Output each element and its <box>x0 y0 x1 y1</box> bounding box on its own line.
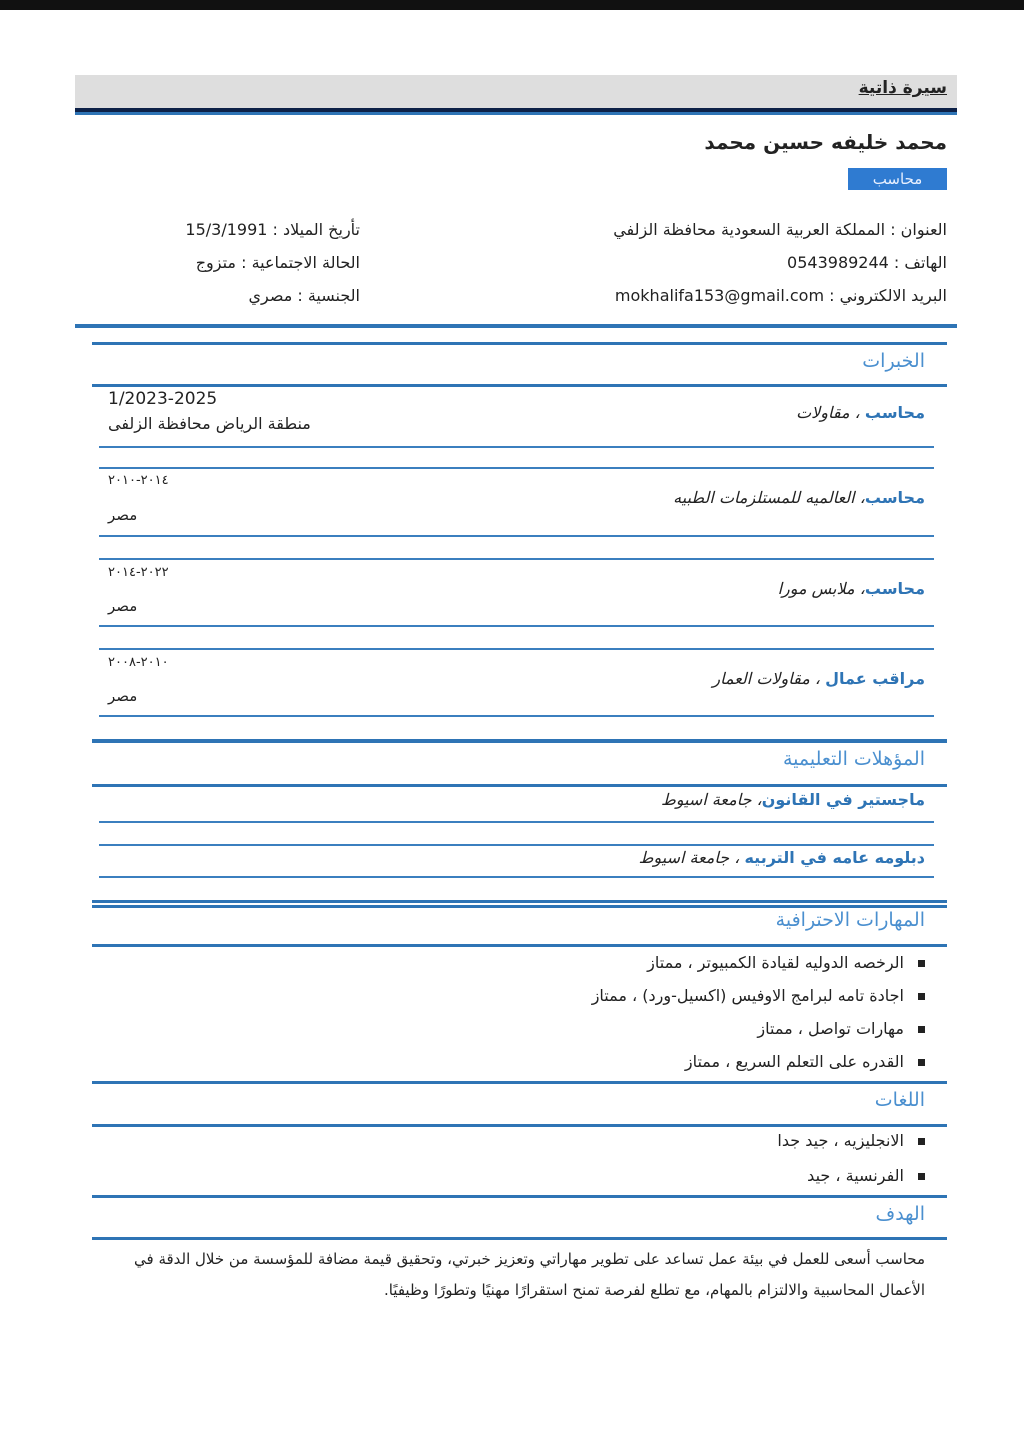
skill-item <box>647 953 925 972</box>
job-role: مراقب عمال <box>825 669 925 688</box>
skill-text: اجادة تامه لبرامج الاوفيس (اكسيل-ورد) ، ممتاز <box>591 986 904 1005</box>
skills-heading: المهارات الاحترافية <box>775 909 925 931</box>
objective-heading: الهدف <box>875 1203 925 1225</box>
nationality: الجنسية : مصري <box>248 286 360 305</box>
bullet-icon <box>918 960 925 967</box>
skill-text: القدره على التعلم السريع ، ممتاز <box>684 1052 904 1071</box>
page-title: سيرة ذاتية <box>858 78 947 98</box>
skill-item <box>592 986 925 1005</box>
degree: دبلومه عامه في التربيه <box>744 848 925 867</box>
bullet-icon <box>918 993 925 1000</box>
job-role: محاسب <box>864 488 925 507</box>
divider <box>99 467 934 469</box>
job-date: ٢٠١٠-٢٠٠٨ <box>108 655 169 670</box>
divider <box>99 648 934 650</box>
divider <box>92 1081 947 1084</box>
divider <box>92 784 947 787</box>
divider <box>92 1124 947 1127</box>
divider <box>92 944 947 947</box>
skill-text: مهارات تواصل ، ممتاز <box>757 1019 904 1038</box>
bullet-icon <box>918 1138 925 1145</box>
job-company: ، العالميه للمستلزمات الطبيه <box>673 488 865 507</box>
objective-text: محاسب أسعى للعمل في بيئة عمل تساعد على تطوير مهاراتي وتعزيز خبرتي، وتحقيق قيمة مضافة للمؤسسة من خلال الدقة في الأعمال المحاسبية والالتزام بالمهام، مع تطلع لفرصة تمنح استقرارًا مهنيًا وتطورًا وظيفيًا. <box>134 1250 925 1299</box>
experience-heading: الخبرات <box>862 350 925 372</box>
address: العنوان : المملكة العربية السعودية محافظة الزلفي <box>613 220 947 239</box>
divider <box>92 1195 947 1198</box>
divider <box>99 876 934 878</box>
bullet-icon <box>918 1059 925 1066</box>
education-heading: المؤهلات التعليمية <box>782 748 925 770</box>
job-role: محاسب <box>864 403 925 422</box>
job-place: مصر <box>108 597 138 615</box>
skill-item <box>757 1019 925 1038</box>
job-place: مصر <box>108 687 138 705</box>
birth-date: تأريخ الميلاد : 15/3/1991 <box>185 220 360 239</box>
skill-text: الرخصه الدوليه لقيادة الكمبيوتر ، ممتاز <box>647 953 904 972</box>
education-item <box>661 790 925 809</box>
divider <box>99 715 934 717</box>
divider <box>99 446 934 448</box>
divider <box>92 384 947 387</box>
job-date: ٢٠٢٢-٢٠١٤ <box>108 565 169 580</box>
language-item <box>807 1166 925 1185</box>
job-company: ، مقاولات العمار <box>712 669 826 688</box>
degree: ماجستير في القانون <box>761 790 925 809</box>
divider <box>75 324 957 328</box>
divider <box>99 535 934 537</box>
job-date: 1/2023-2025 <box>108 389 218 409</box>
skill-item <box>685 1052 925 1071</box>
divider <box>99 821 934 823</box>
job-place: منطقة الرياض محافظة الزلفى <box>108 414 311 433</box>
title-band <box>75 75 957 108</box>
school: ، جامعة اسيوط <box>638 848 745 867</box>
language-text: الانجليزيه ، جيد جدا <box>777 1131 904 1150</box>
divider <box>75 112 957 115</box>
status-bar <box>0 0 1024 10</box>
phone: الهاتف : 0543989244 <box>787 253 947 272</box>
education-item <box>639 848 925 867</box>
divider <box>99 558 934 560</box>
marital-status: الحالة الاجتماعية : متزوج <box>195 253 360 272</box>
full-name: محمد خليفه حسين محمد <box>704 130 947 154</box>
divider <box>99 625 934 627</box>
job-title-badge: محاسب <box>848 168 947 190</box>
divider <box>92 905 947 908</box>
job-role: محاسب <box>864 579 925 598</box>
divider <box>92 739 947 743</box>
job-place: مصر <box>108 506 138 524</box>
email: البريد الالكتروني : mokhalifa153@gmail.com <box>614 286 947 305</box>
job-company: ، ملابس مورا <box>777 579 865 598</box>
divider <box>92 342 947 345</box>
divider <box>92 900 947 903</box>
divider <box>99 844 934 846</box>
school: ، جامعة اسيوط <box>661 790 762 809</box>
job-company: ، مقاولات <box>796 403 865 422</box>
bullet-icon <box>918 1026 925 1033</box>
languages-heading: اللغات <box>874 1089 925 1111</box>
bullet-icon <box>918 1173 925 1180</box>
divider <box>92 1237 947 1240</box>
job-date: ٢٠١٤-٢٠١٠ <box>108 473 169 488</box>
language-text: الفرنسية ، جيد <box>807 1166 904 1185</box>
language-item <box>777 1131 925 1150</box>
